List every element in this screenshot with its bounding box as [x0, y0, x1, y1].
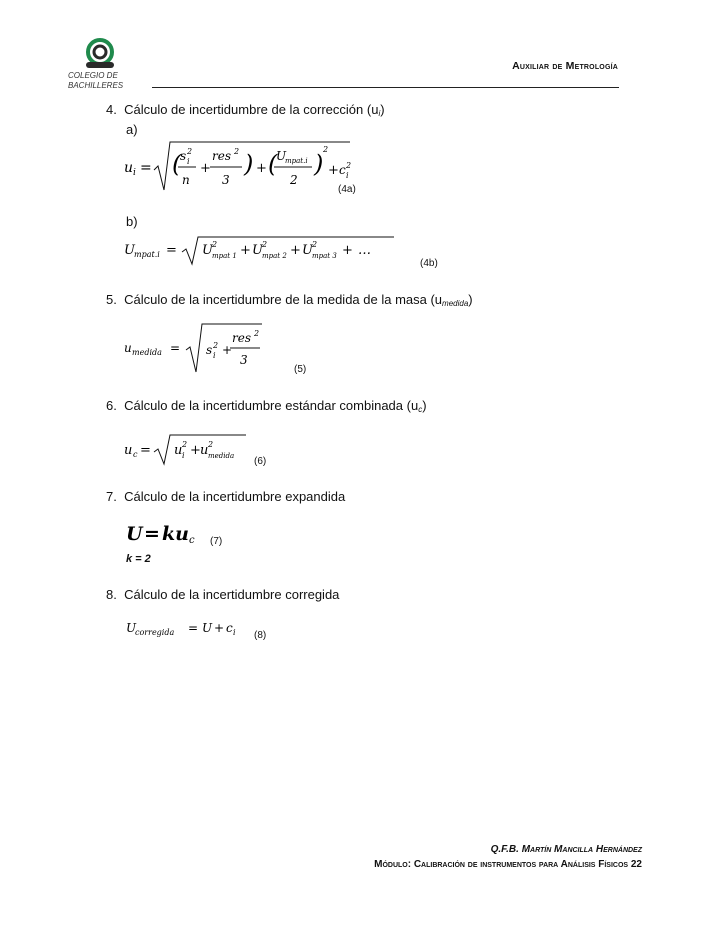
svg-text:mpat 1: mpat 1 — [212, 252, 237, 260]
svg-text:U: U — [126, 523, 143, 545]
svg-text:medida: medida — [132, 348, 162, 357]
svg-text:=: = — [140, 443, 151, 458]
svg-text:s: s — [180, 149, 187, 163]
logo-text-2: BACHILLERES — [68, 81, 124, 90]
svg-text:mpat.i: mpat.i — [285, 157, 308, 165]
equation-6 — [122, 432, 262, 471]
svg-text:2: 2 — [187, 147, 193, 156]
section-number: 6. — [106, 398, 117, 413]
section-number: 4. — [106, 102, 117, 117]
tag-8: (8) — [254, 630, 267, 641]
equation-4b — [122, 234, 402, 271]
svg-text:res: res — [232, 331, 251, 345]
header-divider — [152, 87, 619, 88]
section-text: Cálculo de incertidumbre de la corrección (u — [124, 102, 379, 117]
svg-text:u: u — [200, 443, 209, 458]
svg-text:2: 2 — [212, 240, 218, 249]
svg-text:(: ( — [172, 150, 182, 178]
svg-text:+: + — [190, 443, 201, 458]
section-text: Cálculo de la incertidumbre expandida — [124, 489, 346, 504]
section-text: Cálculo de la incertidumbre estándar combinada (u — [124, 398, 419, 413]
svg-text:c: c — [133, 450, 138, 459]
tag-5: (5) — [294, 364, 307, 375]
svg-text:2: 2 — [213, 341, 219, 350]
svg-text:i: i — [133, 168, 136, 178]
section-number: 7. — [106, 489, 117, 504]
svg-text:2: 2 — [290, 173, 298, 187]
header-title: Auxiliar de Metrología — [512, 60, 618, 72]
svg-text:+: + — [256, 161, 267, 176]
svg-text:3: 3 — [240, 353, 248, 367]
svg-text:+: + — [214, 621, 225, 635]
svg-text:u: u — [124, 443, 133, 458]
svg-text:U: U — [202, 243, 213, 258]
svg-text:mpat 2: mpat 2 — [262, 252, 287, 260]
svg-text:u: u — [124, 160, 134, 176]
footer-module: Módulo: Calibración de instrumentos para Análisis Físicos 22 — [374, 859, 642, 870]
section-7-heading — [106, 489, 345, 504]
svg-text:c: c — [226, 621, 233, 635]
svg-text:3: 3 — [222, 173, 230, 187]
svg-text:u: u — [174, 443, 183, 458]
section-number: 8. — [106, 587, 117, 602]
svg-text:=: = — [170, 341, 181, 355]
svg-text:=: = — [188, 621, 199, 635]
equation-5 — [122, 322, 272, 379]
svg-text:u: u — [124, 341, 132, 355]
section-5-heading — [106, 292, 473, 308]
section-6-heading — [106, 398, 427, 414]
tag-6: (6) — [254, 456, 267, 467]
svg-text:2: 2 — [182, 440, 188, 449]
svg-text:2: 2 — [254, 329, 260, 338]
svg-text:ku: ku — [162, 523, 189, 545]
svg-text:i: i — [233, 628, 236, 637]
svg-text:mpat 3: mpat 3 — [312, 252, 337, 260]
svg-text:=: = — [166, 243, 177, 258]
svg-text:2: 2 — [346, 161, 352, 170]
section-8-heading — [106, 587, 339, 602]
svg-text:+: + — [290, 243, 301, 258]
footer-author: Q.F.B. Martín Mancilla Hernández — [490, 844, 642, 855]
svg-text:=: = — [144, 523, 160, 545]
svg-text:U: U — [252, 243, 263, 258]
svg-text:+: + — [200, 161, 211, 176]
section-subscript: c — [418, 405, 423, 414]
svg-text:): ) — [314, 150, 324, 178]
section-subscript: medida — [442, 299, 469, 308]
section-number: 5. — [106, 292, 117, 307]
svg-text:): ) — [244, 150, 254, 178]
svg-text:i: i — [182, 451, 185, 460]
section-close: ) — [380, 102, 385, 117]
tag-7: (7) — [210, 536, 223, 547]
equation-8 — [124, 616, 254, 645]
k-value: k = 2 — [126, 553, 151, 565]
svg-text:U: U — [126, 621, 137, 635]
section-close: ) — [468, 292, 473, 307]
section-4-heading — [106, 102, 385, 118]
subitem-a: a) — [126, 122, 138, 137]
logo-text-1: COLEGIO DE — [68, 71, 118, 80]
svg-text:U: U — [302, 243, 313, 258]
svg-text:2: 2 — [323, 145, 329, 154]
subitem-b: b) — [126, 214, 138, 229]
svg-text:corregida: corregida — [135, 628, 175, 637]
svg-text:2: 2 — [312, 240, 318, 249]
svg-text:+: + — [342, 243, 353, 258]
svg-text:medida: medida — [208, 452, 235, 460]
svg-text:(: ( — [268, 150, 278, 178]
svg-text:+: + — [240, 243, 251, 258]
section-text: Cálculo de la incertidumbre corregida — [124, 587, 340, 602]
svg-text:i: i — [187, 157, 190, 166]
section-subscript: i — [378, 109, 381, 118]
svg-text:+: + — [328, 163, 339, 178]
svg-text:n: n — [182, 173, 190, 187]
tag-4b: (4b) — [420, 258, 438, 269]
svg-text:c: c — [189, 535, 195, 546]
svg-text:res: res — [212, 149, 231, 163]
svg-text:i: i — [213, 351, 216, 360]
svg-text:2: 2 — [262, 240, 268, 249]
svg-text:…: … — [358, 243, 371, 258]
section-close: ) — [422, 398, 427, 413]
svg-text:U: U — [202, 621, 213, 635]
svg-text:2: 2 — [208, 440, 214, 449]
equation-7 — [124, 520, 214, 553]
svg-text:U: U — [276, 149, 287, 163]
svg-text:s: s — [206, 343, 213, 357]
svg-text:i: i — [346, 171, 349, 180]
svg-text:2: 2 — [234, 147, 240, 156]
svg-text:c: c — [339, 163, 346, 177]
svg-text:=: = — [140, 160, 152, 176]
colegio-logo — [66, 38, 156, 90]
tag-4a: (4a) — [338, 184, 356, 195]
svg-text:mpat.i: mpat.i — [134, 250, 160, 259]
svg-text:+: + — [222, 343, 233, 357]
section-text: Cálculo de la incertidumbre de la medida de la masa (u — [124, 292, 443, 307]
svg-text:U: U — [124, 243, 135, 258]
